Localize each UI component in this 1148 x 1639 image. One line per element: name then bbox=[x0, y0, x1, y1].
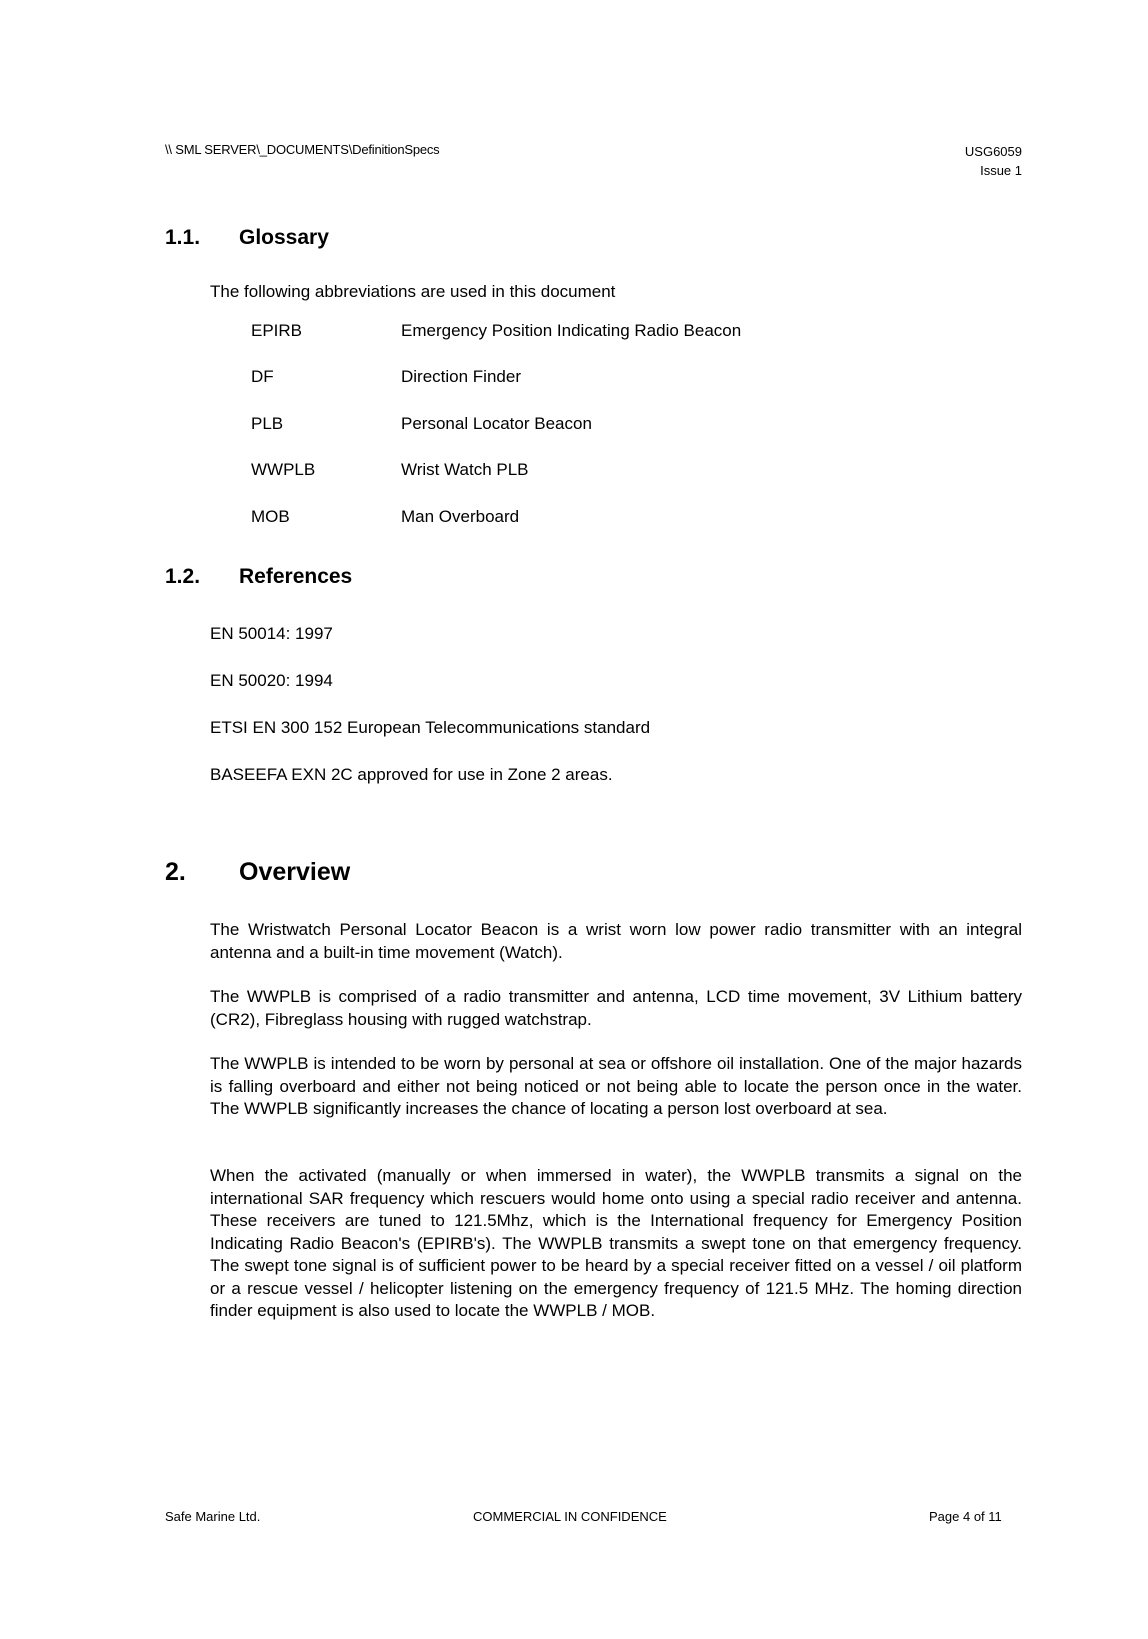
references-number: 1.2. bbox=[165, 565, 201, 588]
footer-page-number: Page 4 of 11 bbox=[929, 1509, 1002, 1524]
header-issue: Issue 1 bbox=[980, 163, 1022, 178]
reference-item: BASEEFA EXN 2C approved for use in Zone 2 areas. bbox=[210, 765, 613, 784]
glossary-definition: Emergency Position Indicating Radio Beacon bbox=[401, 321, 742, 340]
overview-paragraph: The Wristwatch Personal Locator Beacon is a wrist worn low power radio transmitter with an integral antenna and a built-in time movement (Watch). bbox=[210, 920, 1022, 962]
overview-paragraph: When the activated (manually or when immersed in water), the WWPLB transmits a signal on the international SAR frequency which rescuers would home onto using a special radio receiver and antenna. These receivers are tuned to 121.5Mhz, which is the International frequency for Emergency Position Indicating Radio Beacon's (EPIRB's). The WWPLB transmits a swept tone on that emergency frequency. The swept tone signal is of sufficient power to be heard by a special receiver fitted on a vessel / oil platform or a rescue vessel / helicopter listening on the emergency frequency of 121.5 MHz. The homing direction finder equipment is also used to locate the WWPLB / MOB. bbox=[210, 1166, 1022, 1320]
glossary-term: MOB bbox=[251, 507, 290, 526]
reference-item: EN 50014: 1997 bbox=[210, 624, 333, 643]
references-title: References bbox=[239, 565, 353, 588]
glossary-title: Glossary bbox=[239, 226, 329, 249]
footer-confidentiality: COMMERCIAL IN CONFIDENCE bbox=[473, 1509, 667, 1524]
glossary-definition: Personal Locator Beacon bbox=[401, 414, 592, 433]
glossary-definition: Direction Finder bbox=[401, 367, 521, 386]
header-doc-info bbox=[965, 142, 1022, 180]
glossary-definition: Wrist Watch PLB bbox=[401, 460, 529, 479]
reference-item: ETSI EN 300 152 European Telecommunications standard bbox=[210, 718, 651, 737]
overview-paragraph: The WWPLB is intended to be worn by personal at sea or offshore oil installation. One of the major hazards is falling overboard and either not being noticed or not being able to locate the person once in the water. The WWPLB significantly increases the chance of locating a person lost overboard at sea. bbox=[210, 1054, 1022, 1118]
glossary-definition: Man Overboard bbox=[401, 507, 520, 526]
glossary-term: EPIRB bbox=[251, 321, 303, 340]
overview-paragraph: The WWPLB is comprised of a radio transmitter and antenna, LCD time movement, 3V Lithium battery (CR2), Fibreglass housing with rugged watchstrap. bbox=[210, 987, 1022, 1029]
glossary-intro: The following abbreviations are used in this document bbox=[210, 282, 616, 301]
overview-title: Overview bbox=[239, 858, 351, 886]
overview-number: 2. bbox=[165, 858, 186, 886]
glossary-term: DF bbox=[251, 367, 274, 386]
reference-item: EN 50020: 1994 bbox=[210, 671, 333, 690]
header-doc-id: USG6059 bbox=[964, 144, 1022, 159]
footer-company: Safe Marine Ltd. bbox=[165, 1509, 261, 1524]
glossary-term: PLB bbox=[251, 414, 284, 433]
header-path: \\ SML SERVER\_DOCUMENTS\DefinitionSpecs bbox=[165, 142, 440, 157]
glossary-number: 1.1. bbox=[165, 226, 201, 249]
glossary-term: WWPLB bbox=[251, 460, 316, 479]
